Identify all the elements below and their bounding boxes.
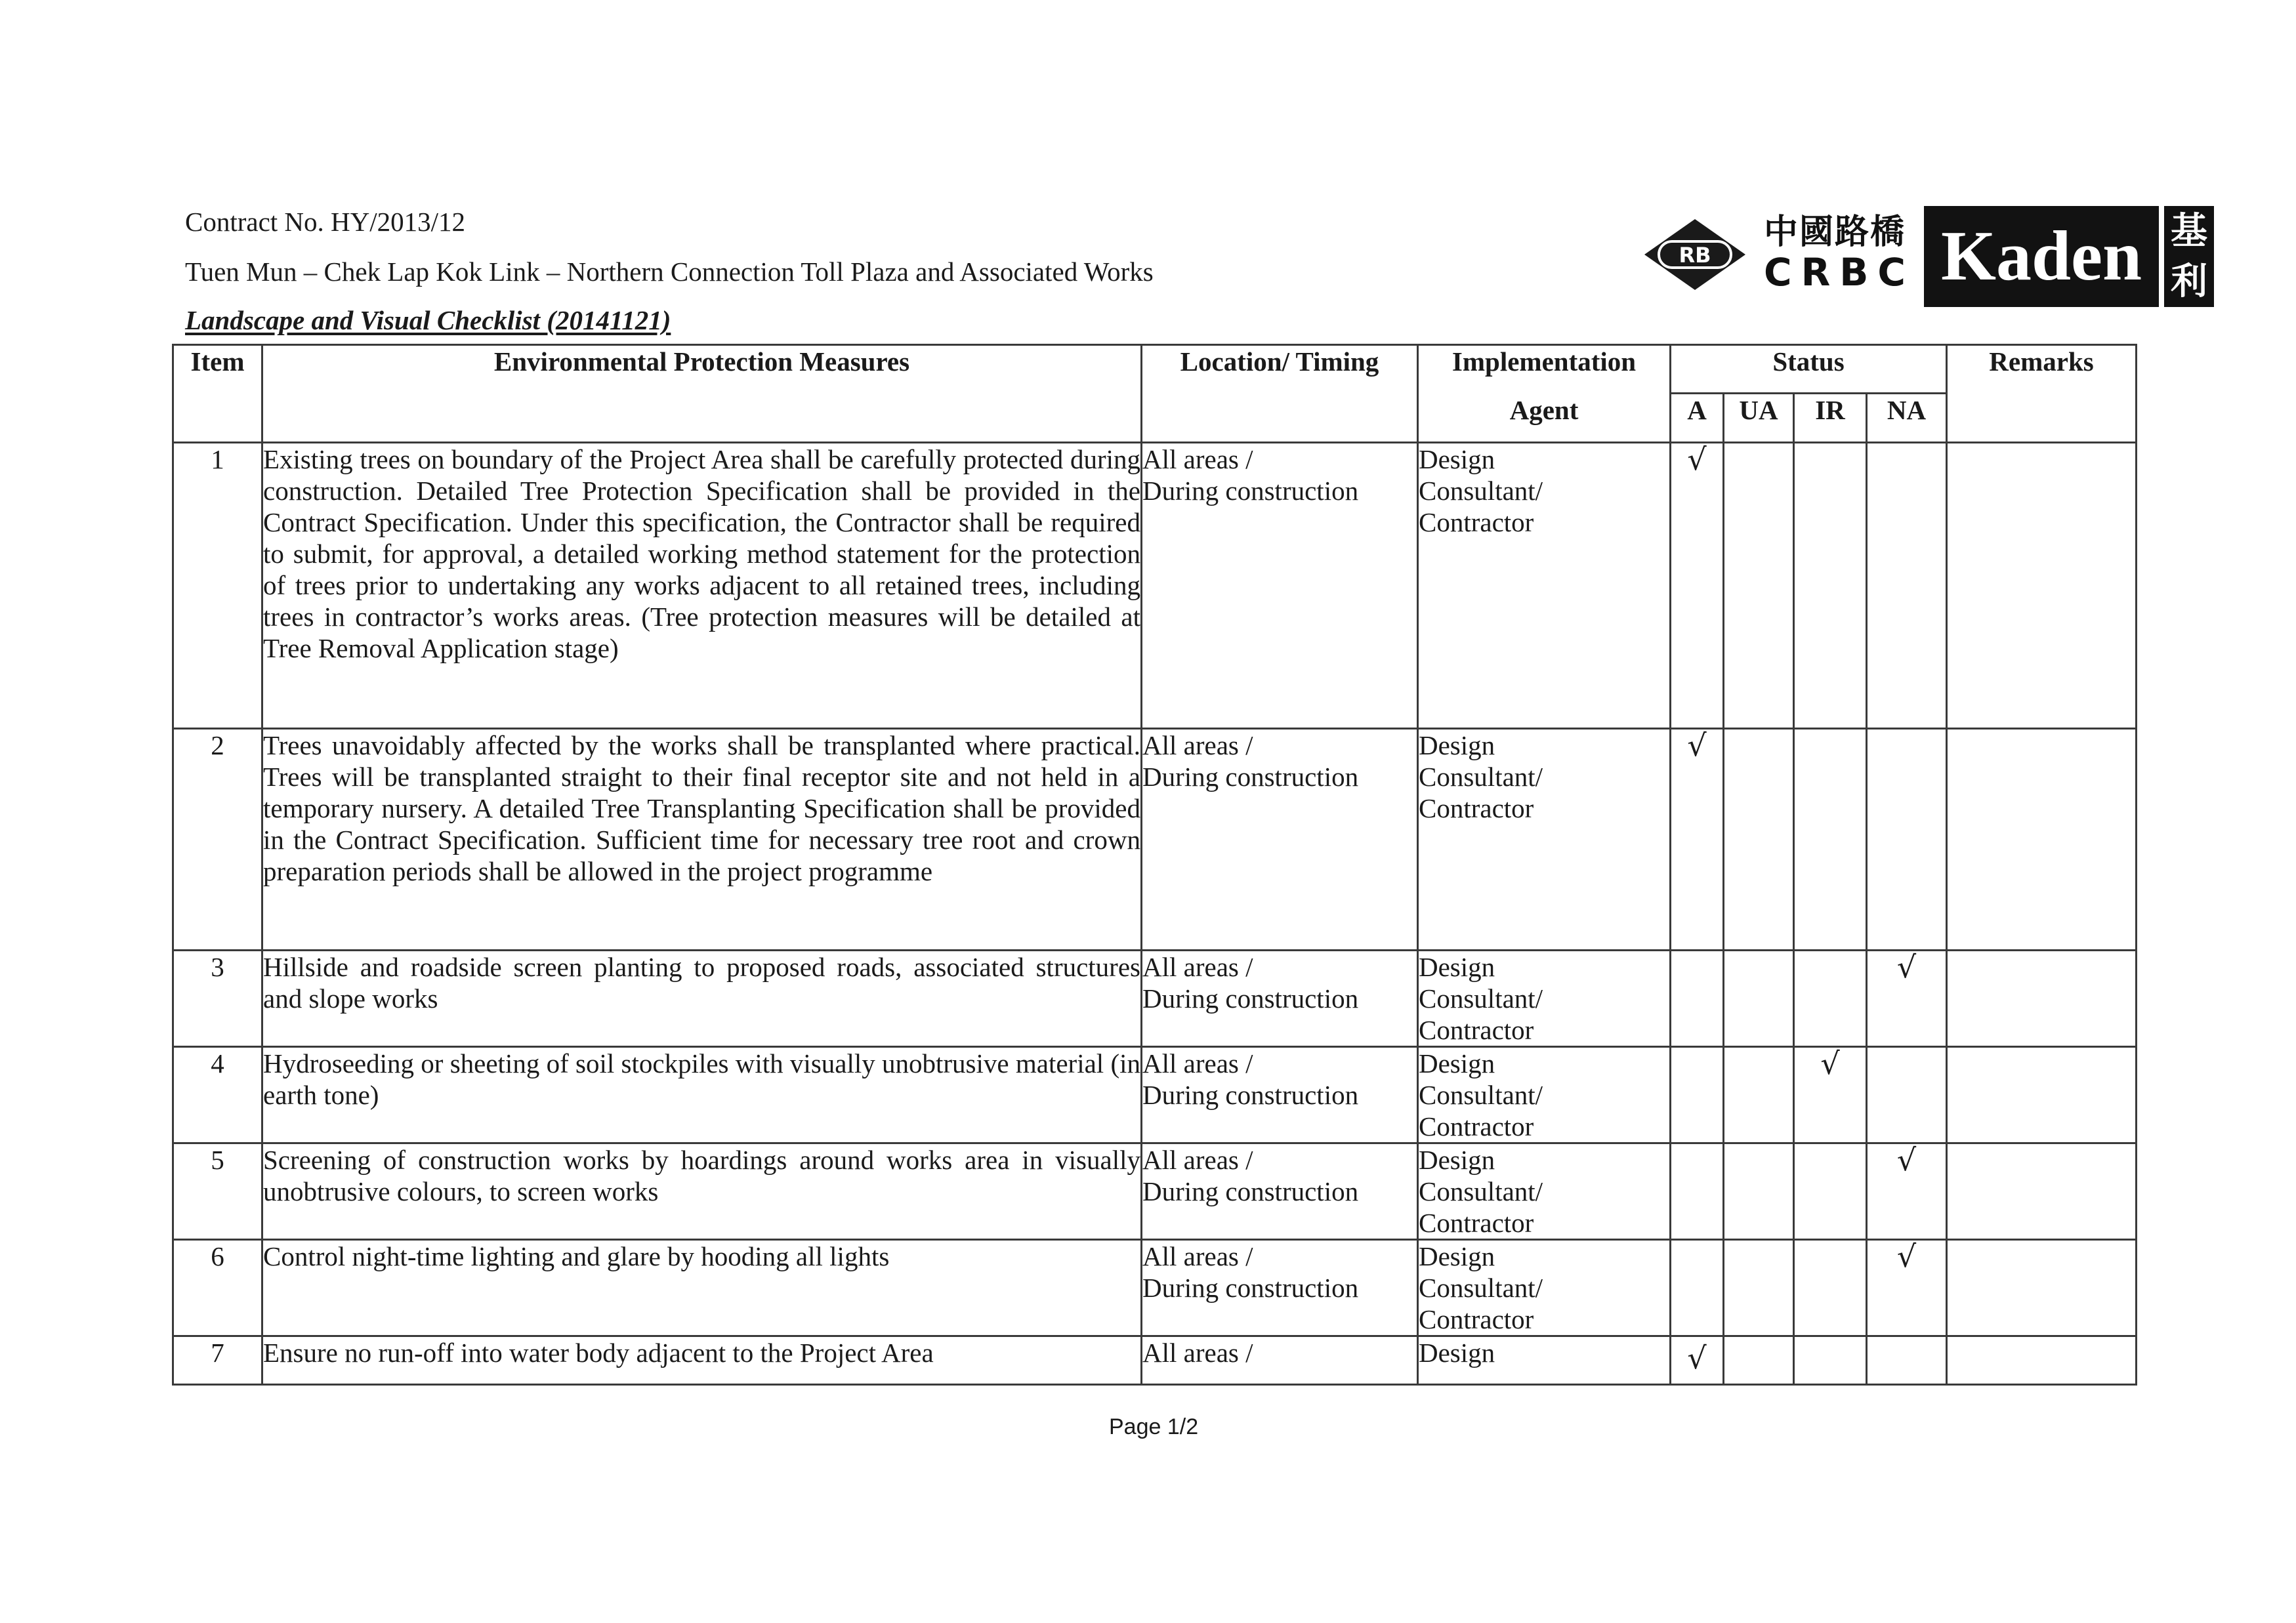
header-status-ua: UA bbox=[1724, 394, 1794, 443]
row-location bbox=[1142, 729, 1418, 951]
row-remarks bbox=[1947, 1240, 2137, 1336]
row-remarks bbox=[1947, 443, 2137, 729]
agent-line: Contractor bbox=[1419, 1208, 1534, 1238]
crbc-chinese: 中國路橋 bbox=[1764, 213, 1906, 252]
kaden-logo: Kaden bbox=[1924, 206, 2159, 307]
status-ir-cell bbox=[1794, 1240, 1867, 1336]
header-remarks: Remarks bbox=[1947, 345, 2137, 443]
agent-line: Design bbox=[1419, 730, 1495, 760]
agent-line: Design bbox=[1419, 1338, 1495, 1368]
row-remarks bbox=[1947, 1143, 2137, 1240]
row-location bbox=[1142, 951, 1418, 1047]
header-status-ir: IR bbox=[1794, 394, 1867, 443]
status-na-cell bbox=[1867, 729, 1947, 951]
agent-line: Contractor bbox=[1419, 1304, 1534, 1334]
page-number: Page 1/2 bbox=[1109, 1414, 1199, 1439]
agent-line: Contractor bbox=[1419, 1015, 1534, 1045]
row-measure: Control night-time lighting and glare by hooding all lights bbox=[262, 1240, 1142, 1336]
check-mark-icon: √ bbox=[1687, 1340, 1707, 1376]
status-na-cell bbox=[1867, 1047, 1947, 1143]
header-status-na: NA bbox=[1867, 394, 1947, 443]
row-remarks bbox=[1947, 729, 2137, 951]
status-ua-cell bbox=[1724, 729, 1794, 951]
row-measure: Screening of construction works by hoardings around works area in visually unobtrusive colours, to screen works bbox=[262, 1143, 1142, 1240]
table-row bbox=[173, 951, 2137, 1047]
check-mark-icon: √ bbox=[1687, 442, 1707, 477]
agent-line: Consultant/ bbox=[1419, 1273, 1543, 1303]
project-title: Tuen Mun – Chek Lap Kok Link – Northern Connection Toll Plaza and Associated Works bbox=[185, 257, 1154, 287]
row-agent bbox=[1418, 443, 1671, 729]
location-line: During construction bbox=[1142, 1273, 1359, 1303]
location-line: During construction bbox=[1142, 1080, 1359, 1110]
row-item-number: 5 bbox=[173, 1143, 262, 1240]
status-na-cell bbox=[1867, 1143, 1947, 1240]
agent-line: Contractor bbox=[1419, 793, 1534, 823]
status-na-cell bbox=[1867, 443, 1947, 729]
checklist-title: Landscape and Visual Checklist (20141121) bbox=[185, 305, 671, 335]
row-agent bbox=[1418, 951, 1671, 1047]
status-ua-cell bbox=[1724, 1336, 1794, 1385]
agent-line: Design bbox=[1419, 952, 1495, 982]
kaden-chinese-char-1: 基 bbox=[2171, 210, 2207, 253]
header-agent-top: Implementation bbox=[1451, 346, 1637, 377]
status-ua-cell bbox=[1724, 443, 1794, 729]
location-line: All areas / bbox=[1142, 1338, 1253, 1368]
location-line: During construction bbox=[1142, 983, 1359, 1014]
checklist-table bbox=[172, 344, 2137, 1386]
agent-line: Consultant/ bbox=[1419, 1176, 1543, 1206]
agent-line: Design bbox=[1419, 1048, 1495, 1079]
status-ua-cell bbox=[1724, 951, 1794, 1047]
status-a-cell bbox=[1671, 1336, 1724, 1385]
location-line: All areas / bbox=[1142, 1145, 1253, 1175]
row-remarks bbox=[1947, 951, 2137, 1047]
agent-line: Contractor bbox=[1419, 1111, 1534, 1141]
row-location bbox=[1142, 1143, 1418, 1240]
row-agent bbox=[1418, 1047, 1671, 1143]
agent-line: Consultant/ bbox=[1419, 983, 1543, 1014]
location-line: All areas / bbox=[1142, 730, 1253, 760]
row-item-number: 3 bbox=[173, 951, 262, 1047]
status-na-cell bbox=[1867, 951, 1947, 1047]
row-agent bbox=[1418, 1336, 1671, 1385]
agent-line: Consultant/ bbox=[1419, 762, 1543, 792]
status-na-cell bbox=[1867, 1240, 1947, 1336]
location-line: All areas / bbox=[1142, 444, 1253, 474]
status-a-cell bbox=[1671, 729, 1724, 951]
row-measure: Existing trees on boundary of the Project Area shall be carefully protected during construction. Detailed Tree Protection Specification shall be provided in the Contract Specification. Under this specification, the Contractor shall be required to submit, for approval, a detailed working method statement for the protection of trees prior to undertaking any works adjacent to all retained trees, including trees in contractor’s works areas. (Tree protection measures will be detailed at Tree Removal Application stage) bbox=[262, 443, 1142, 729]
status-ir-cell bbox=[1794, 1047, 1867, 1143]
row-agent bbox=[1418, 729, 1671, 951]
contract-number: Contract No. HY/2013/12 bbox=[185, 207, 466, 237]
rb-logo-icon bbox=[1643, 218, 1747, 291]
check-mark-icon: √ bbox=[1896, 1142, 1917, 1178]
row-measure: Hydroseeding or sheeting of soil stockpiles with visually unobtrusive material (in earth tone) bbox=[262, 1047, 1142, 1143]
header-measures: Environmental Protection Measures bbox=[262, 345, 1142, 443]
status-a-cell bbox=[1671, 1143, 1724, 1240]
check-mark-icon: √ bbox=[1896, 1239, 1917, 1274]
agent-line: Design bbox=[1419, 1145, 1495, 1175]
location-line: During construction bbox=[1142, 1176, 1359, 1206]
status-ua-cell bbox=[1724, 1240, 1794, 1336]
row-location bbox=[1142, 1336, 1418, 1385]
status-ir-cell bbox=[1794, 951, 1867, 1047]
status-a-cell bbox=[1671, 951, 1724, 1047]
agent-line: Consultant/ bbox=[1419, 1080, 1543, 1110]
check-mark-icon: √ bbox=[1896, 949, 1917, 985]
row-item-number: 4 bbox=[173, 1047, 262, 1143]
header-status-a: A bbox=[1671, 394, 1724, 443]
row-item-number: 1 bbox=[173, 443, 262, 729]
table-row bbox=[173, 1143, 2137, 1240]
table-row bbox=[173, 1336, 2137, 1385]
table-row bbox=[173, 1047, 2137, 1143]
status-ir-cell bbox=[1794, 443, 1867, 729]
header-location: Location/ Timing bbox=[1142, 345, 1418, 443]
row-measure: Ensure no run-off into water body adjacent to the Project Area bbox=[262, 1336, 1142, 1385]
location-line: All areas / bbox=[1142, 1241, 1253, 1271]
check-mark-icon: √ bbox=[1820, 1046, 1840, 1081]
agent-line: Contractor bbox=[1419, 507, 1534, 537]
status-a-cell bbox=[1671, 1240, 1724, 1336]
agent-line: Design bbox=[1419, 444, 1495, 474]
agent-line: Design bbox=[1419, 1241, 1495, 1271]
header-agent-bottom: Agent bbox=[1509, 395, 1579, 425]
row-item-number: 2 bbox=[173, 729, 262, 951]
agent-line: Consultant/ bbox=[1419, 476, 1543, 506]
status-ua-cell bbox=[1724, 1047, 1794, 1143]
crbc-logo bbox=[1764, 213, 1915, 295]
status-ua-cell bbox=[1724, 1143, 1794, 1240]
kaden-chinese-char-2: 利 bbox=[2171, 260, 2207, 303]
location-line: During construction bbox=[1142, 476, 1359, 506]
table-row bbox=[173, 1240, 2137, 1336]
status-na-cell bbox=[1867, 1336, 1947, 1385]
header-agent bbox=[1418, 345, 1671, 443]
crbc-english: CRBC bbox=[1764, 250, 1915, 295]
row-location bbox=[1142, 1240, 1418, 1336]
status-a-cell bbox=[1671, 443, 1724, 729]
row-item-number: 7 bbox=[173, 1336, 262, 1385]
check-mark-icon: √ bbox=[1687, 728, 1707, 763]
row-remarks bbox=[1947, 1336, 2137, 1385]
row-item-number: 6 bbox=[173, 1240, 262, 1336]
row-agent bbox=[1418, 1143, 1671, 1240]
status-a-cell bbox=[1671, 1047, 1724, 1143]
row-remarks bbox=[1947, 1047, 2137, 1143]
location-line: All areas / bbox=[1142, 952, 1253, 982]
row-measure: Trees unavoidably affected by the works shall be transplanted where practical. Trees will be transplanted straight to their final receptor site and not held in a temporary nursery. A detailed Tree Transplanting Specification shall be provided in the Contract Specification. Sufficient time for necessary tree root and crown preparation periods shall be allowed in the project programme bbox=[262, 729, 1142, 951]
rb-logo-text: RB bbox=[1679, 243, 1711, 268]
table-row bbox=[173, 443, 2137, 729]
row-location bbox=[1142, 1047, 1418, 1143]
row-location bbox=[1142, 443, 1418, 729]
status-ir-cell bbox=[1794, 729, 1867, 951]
location-line: During construction bbox=[1142, 762, 1359, 792]
row-agent bbox=[1418, 1240, 1671, 1336]
kaden-chinese-logo bbox=[2164, 206, 2214, 307]
row-measure: Hillside and roadside screen planting to proposed roads, associated structures and slope works bbox=[262, 951, 1142, 1047]
location-line: All areas / bbox=[1142, 1048, 1253, 1079]
header-item: Item bbox=[173, 345, 262, 443]
status-ir-cell bbox=[1794, 1336, 1867, 1385]
header-status: Status bbox=[1671, 345, 1947, 394]
status-ir-cell bbox=[1794, 1143, 1867, 1240]
table-row bbox=[173, 729, 2137, 951]
